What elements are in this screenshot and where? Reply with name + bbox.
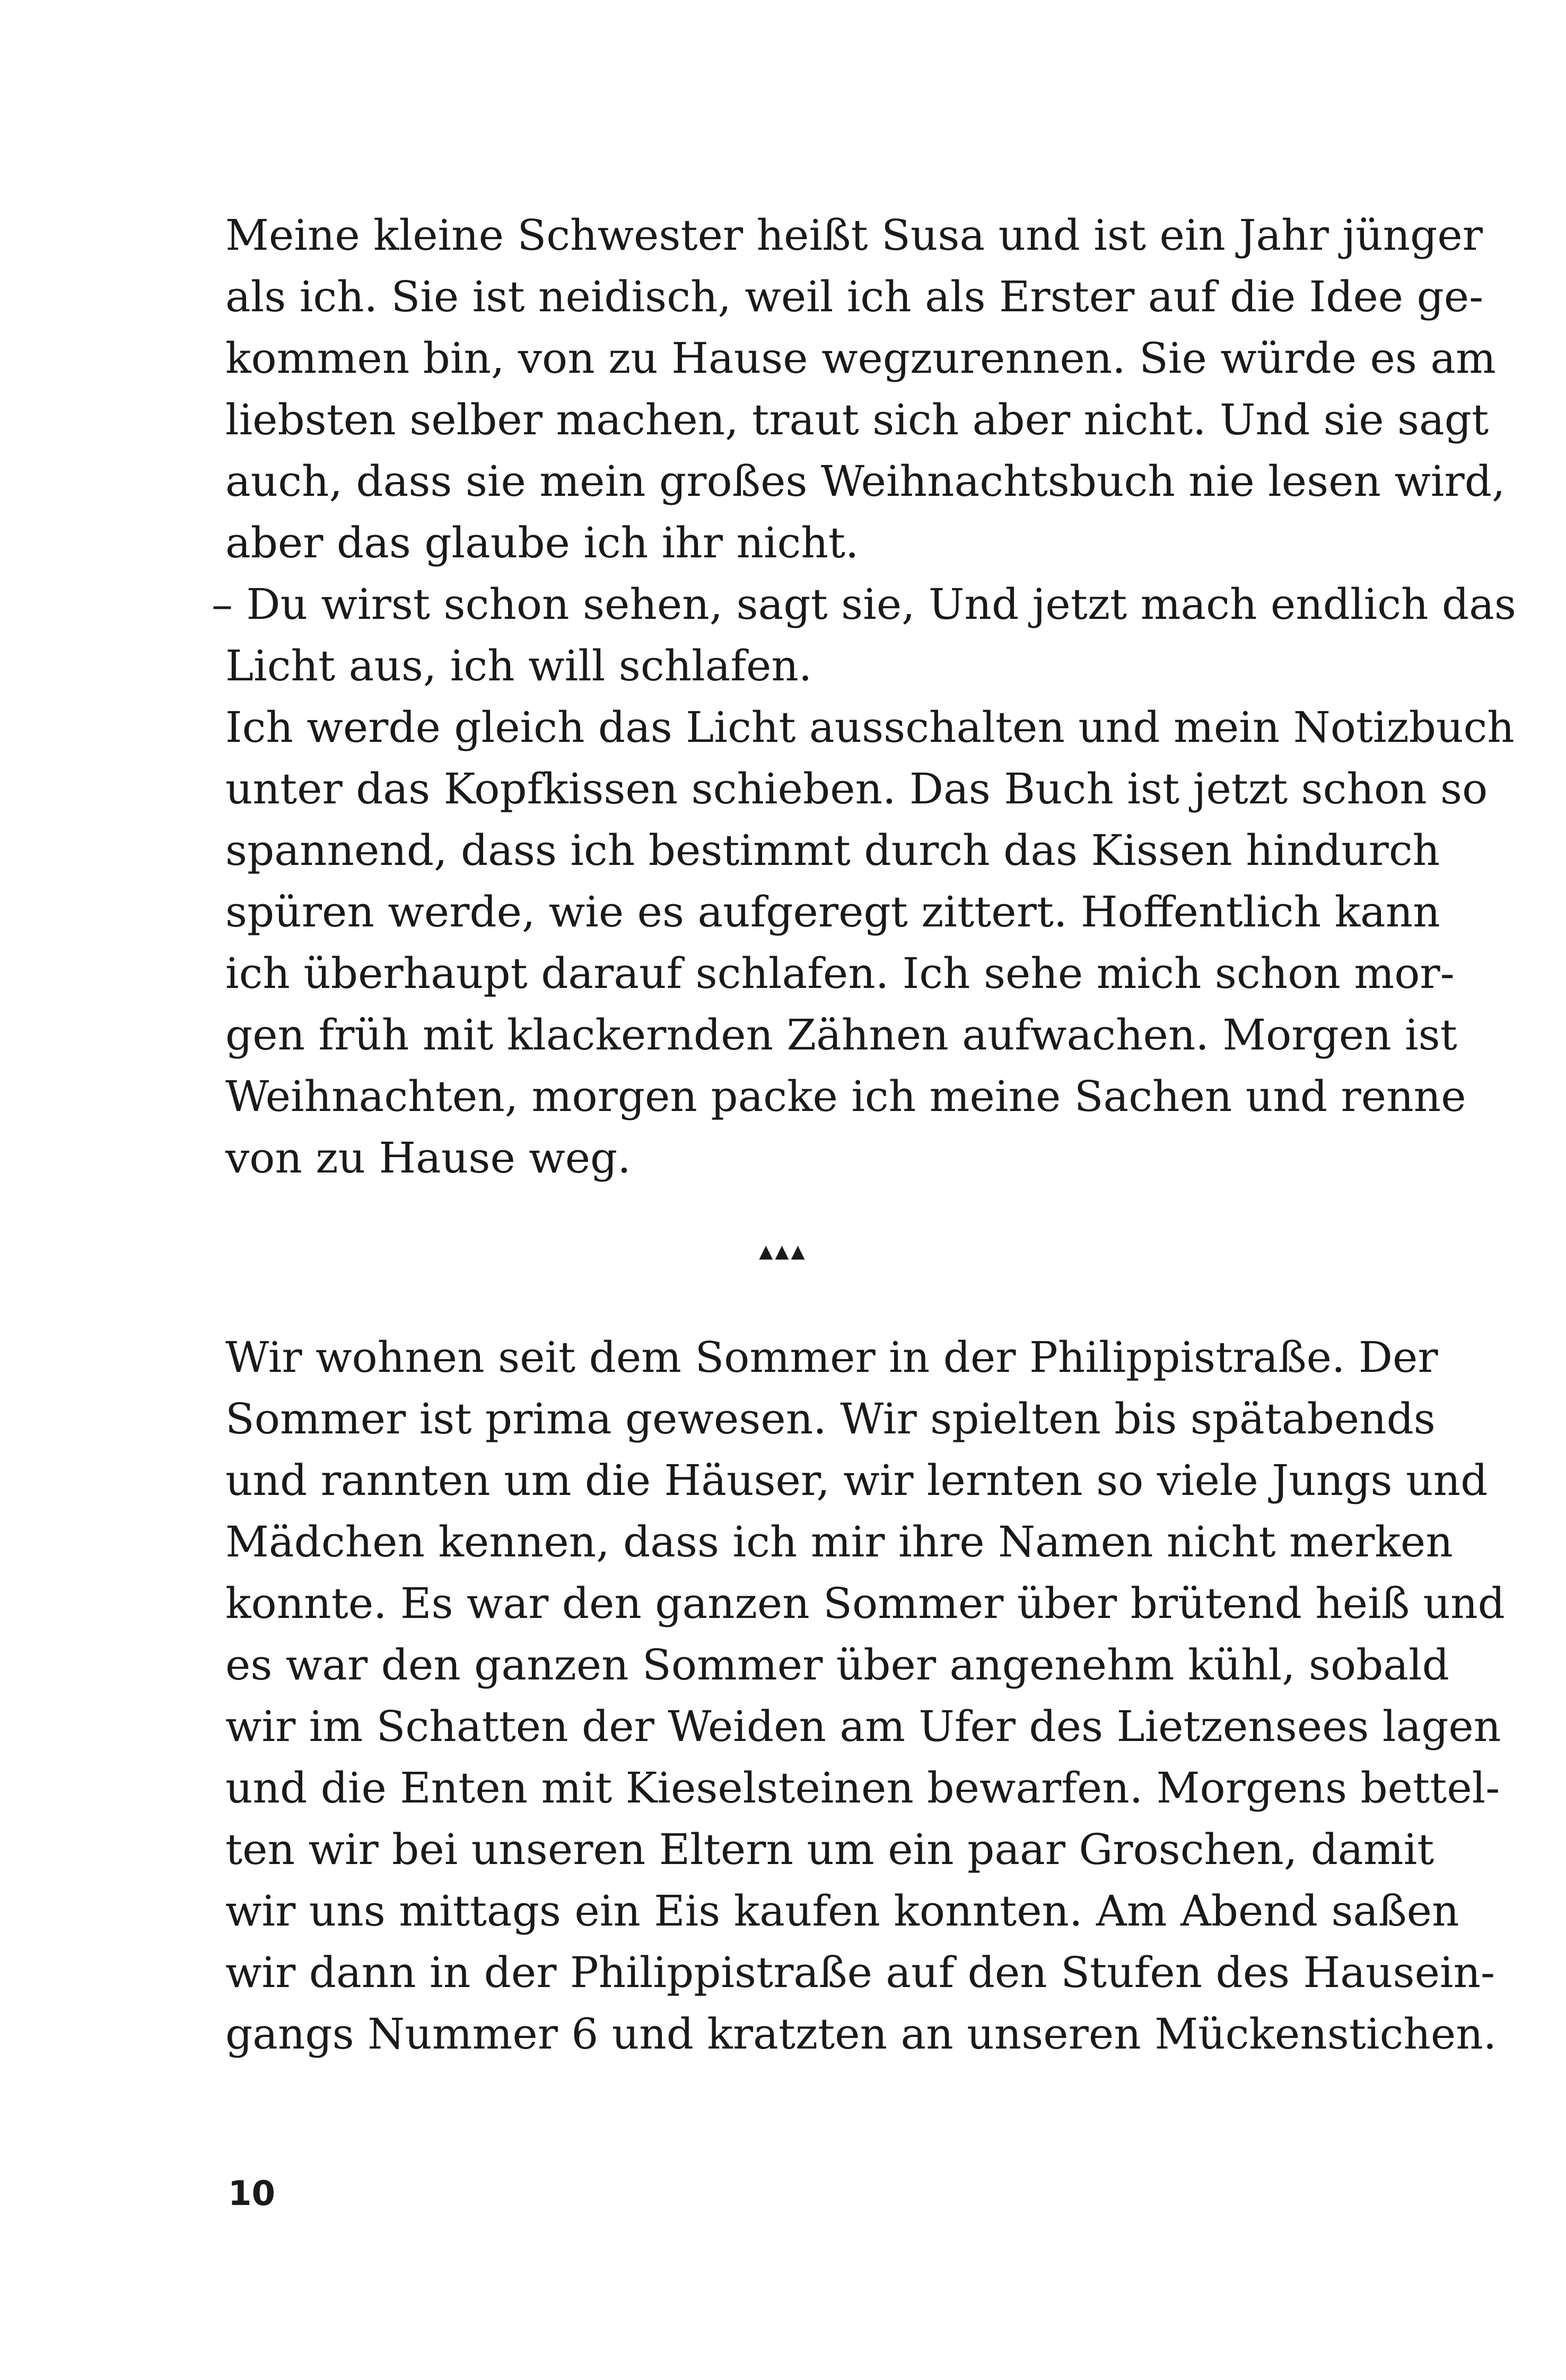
text-line: konnte. Es war den ganzen Sommer über brütend heiß und [225,1579,1505,1628]
text-line: Ich werde gleich das Licht ausschalten und mein Notizbuch [225,703,1515,752]
text-line: auch, dass sie mein großes Weihnachtsbuch nie lesen wird, [225,457,1506,506]
text-line: Licht aus, ich will schlafen. [225,641,812,690]
text-line: Meine kleine Schwester heißt Susa und ist ein Jahr jünger [225,211,1483,260]
text-line: Weihnachten, morgen packe ich meine Sachen und renne [225,1072,1466,1121]
text-line: spannend, dass ich bestimmt durch das Kissen hindurch [225,826,1440,875]
paragraph-section-1 [212,205,1516,1189]
text-line: liebsten selber machen, traut sich aber nicht. Und sie sagt [225,395,1489,444]
text-line: und rannten um die Häuser, wir lernten so viele Jungs und [225,1456,1488,1505]
text-line: wir im Schatten der Weiden am Ufer des Lietzensees lagen [225,1702,1501,1751]
text-line: von zu Hause weg. [225,1133,631,1183]
text-line: es war den ganzen Sommer über angenehm kühl, sobald [225,1640,1449,1690]
text-line: als ich. Sie ist neidisch, weil ich als Erster auf die Idee ge- [225,272,1484,321]
text-line: spüren werde, wie es aufgeregt zittert. Hoffentlich kann [225,887,1440,937]
text-line: wir uns mittags ein Eis kaufen konnten. Am Abend saßen [225,1886,1459,1936]
text-line: ich überhaupt darauf schlafen. Ich sehe mich schon mor- [225,949,1455,998]
text-line: gangs Nummer 6 und kratzten an unseren Mückenstichen. [225,2009,1497,2059]
text-line: Sommer ist prima gewesen. Wir spielten bis spätabends [225,1394,1436,1443]
dialogue-line: – Du wirst schon sehen, sagt sie, Und jetzt mach endlich das [212,580,1516,629]
text-line: unter das Kopfkissen schieben. Das Buch ist jetzt schon so [225,764,1488,813]
text-line: aber das glaube ich ihr nicht. [225,518,859,567]
text-line: Mädchen kennen, dass ich mir ihre Namen nicht merken [225,1517,1453,1567]
page-number: 10 [228,2174,276,2213]
text-line: und die Enten mit Kieselsteinen bewarfen. Morgens bettel- [225,1763,1500,1813]
text-line: Wir wohnen seit dem Sommer in der Philippistraße. Der [225,1333,1438,1382]
text-line: ten wir bei unseren Eltern um ein paar Groschen, damit [225,1825,1434,1874]
text-line: kommen bin, von zu Hause wegzurennen. Sie würde es am [225,334,1496,383]
paragraph-section-2 [225,1327,1505,2065]
text-line: gen früh mit klackernden Zähnen aufwachen. Morgen ist [225,1010,1457,1060]
text-line: wir dann in der Philippistraße auf den Stufen des Hausein- [225,1948,1495,1997]
section-separator: ▲▲▲ [759,1241,807,1262]
